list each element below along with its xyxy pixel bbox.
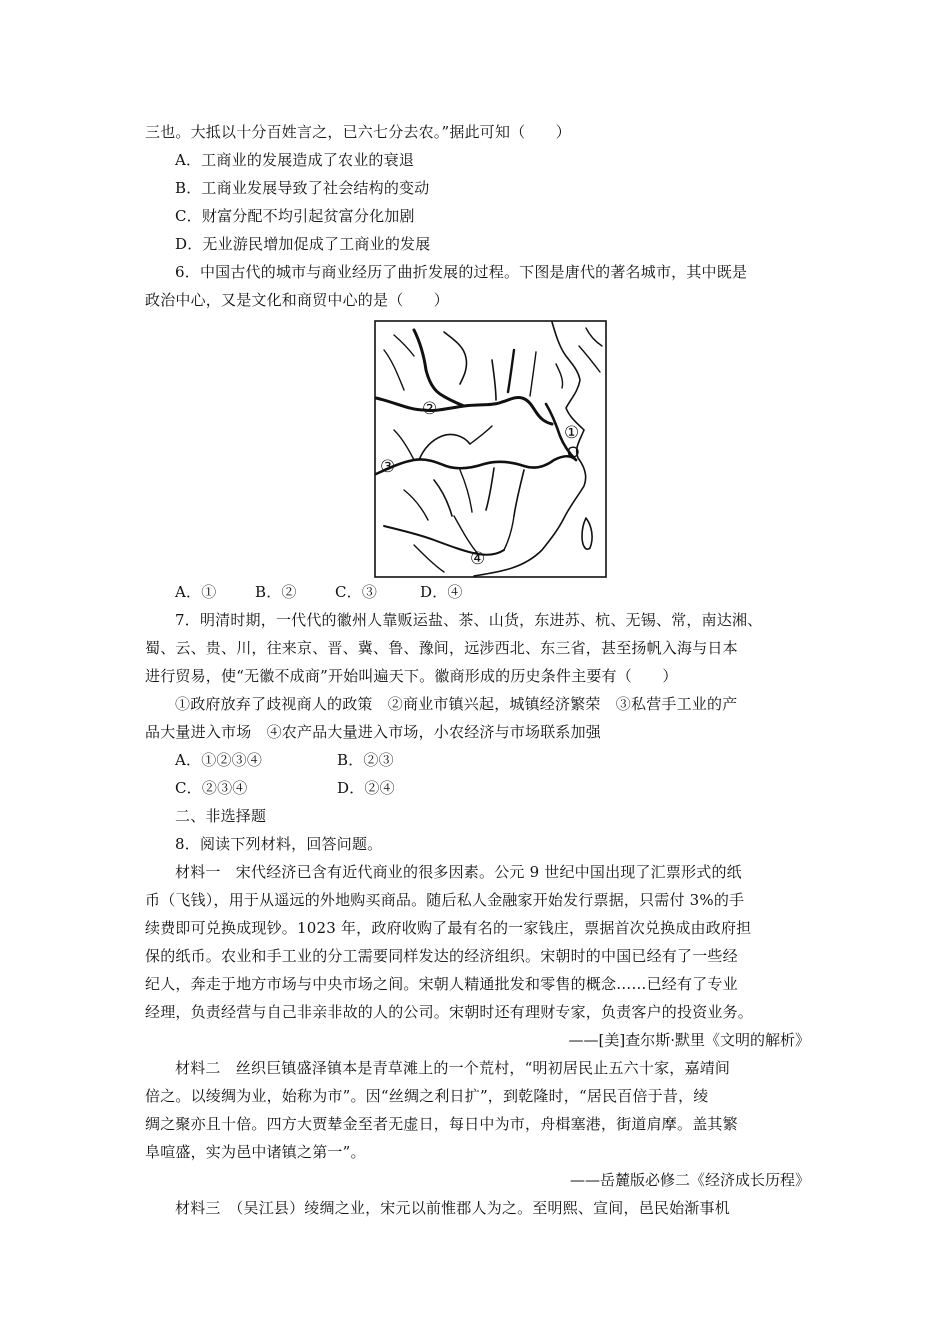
q6-options bbox=[175, 582, 463, 602]
q5-option-b[interactable]: B．工商业发展导致了社会结构的变动 bbox=[175, 179, 430, 197]
q7-options-row1 bbox=[175, 750, 394, 770]
map-marker-1: ① bbox=[564, 423, 580, 443]
tang-city-map bbox=[374, 320, 607, 578]
q7-stem-line2: 蜀、云、贵、川，往来京、晋、冀、鲁、豫间，远涉西北、东三省，甚至扬帆入海与日本 bbox=[145, 639, 738, 657]
map-marker-3: ③ bbox=[380, 457, 396, 477]
map-marker-4: ④ bbox=[470, 549, 486, 569]
q6-option-d[interactable]: D．④ bbox=[420, 583, 463, 601]
q8-m1-source: ——[美]查尔斯·默里《文明的解析》 bbox=[568, 1031, 810, 1049]
map-frame bbox=[375, 321, 606, 577]
q7-stem-line1: 7．明清时期，一代代的徽州人靠贩运盐、茶、山货，东进苏、杭、无锡、常，南达湘、 bbox=[175, 611, 763, 629]
q7-options-row2 bbox=[175, 778, 395, 798]
q8-m1-line6: 经理，负责经营与自己非亲非故的人的公司。宋朝时还有理财专家，负责客户的投资业务。 bbox=[145, 1003, 754, 1021]
q8-stem: 8．阅读下列材料，回答问题。 bbox=[175, 835, 383, 853]
q5-option-d[interactable]: D．无业游民增加促成了工商业的发展 bbox=[175, 235, 431, 253]
q8-m2-source: ——岳麓版必修二《经济成长历程》 bbox=[569, 1171, 810, 1189]
q5-option-c[interactable]: C．财富分配不均引起贫富分化加剧 bbox=[175, 207, 415, 225]
map-marker-2: ② bbox=[422, 399, 438, 419]
q7-items-line2: 品大量进入市场 ④农产品大量进入市场，小农经济与市场联系加强 bbox=[145, 723, 602, 741]
q8-m1-line3: 续费即可兑换成现钞。1023 年，政府收购了最有名的一家钱庄，票据首次兑换成由政府担 bbox=[145, 919, 752, 937]
q8-m1-line5: 纪人，奔走于地方市场与中央市场之间。宋朝人精通批发和零售的概念……已经有了专业 bbox=[145, 975, 738, 993]
q6-option-c[interactable]: C．③ bbox=[335, 583, 378, 601]
q8-m1-line2: 币（飞钱），用于从遥远的外地购买商品。随后私人金融家开始发行票据，只需付 3%的手 bbox=[145, 891, 745, 909]
q7-option-d[interactable]: D．②④ bbox=[337, 779, 395, 797]
q7-stem-line3: 进行贸易，使“无徽不成商”开始叫遍天下。徽商形成的历史条件主要有（ ） bbox=[145, 667, 678, 685]
q8-m1-line4: 保的纸币。农业和手工业的分工需要同样发达的经济组织。宋朝时的中国已经有了一些经 bbox=[145, 947, 738, 965]
q5-option-a[interactable]: A．工商业的发展造成了农业的衰退 bbox=[175, 151, 415, 169]
q8-m2-line4: 阜喧盛，实为邑中诸镇之第一”。 bbox=[145, 1143, 366, 1161]
section-heading: 二、非选择题 bbox=[175, 807, 267, 825]
q8-m1-line1: 材料一 宋代经济已含有近代商业的很多因素。公元 9 世纪中国出现了汇票形式的纸 bbox=[175, 863, 742, 881]
q7-items-line1: ①政府放弃了歧视商人的政策 ②商业市镇兴起，城镇经济繁荣 ③私营手工业的产 bbox=[175, 695, 738, 713]
q8-m2-line1: 材料二 丝织巨镇盛泽镇本是青草滩上的一个荒村，“明初居民止五六十家，嘉靖间 bbox=[175, 1059, 731, 1077]
q5-stem-tail: 三也。大抵以十分百姓言之，已六七分去农。”据此可知（ ） bbox=[145, 123, 571, 141]
q6-option-a[interactable]: A．① bbox=[175, 583, 217, 601]
q6-option-b[interactable]: B．② bbox=[255, 583, 297, 601]
q8-m2-line2: 倍之。以绫绸为业，始称为市”。因“丝绸之利日扩”，到乾隆时，“居民百倍于昔，绫 bbox=[145, 1087, 709, 1105]
q8-m3-line1: 材料三 （吴江县）绫绸之业，宋元以前惟郡人为之。至明熙、宣间，邑民始渐事机 bbox=[175, 1199, 730, 1217]
q8-m2-line3: 绸之聚亦且十倍。四方大贾辇金至者无虚日，每日中为市，舟楫塞港，街道肩摩。盖其繁 bbox=[145, 1115, 738, 1133]
q7-option-a[interactable]: A．①②③④ bbox=[175, 751, 263, 769]
q7-option-b[interactable]: B．②③ bbox=[337, 751, 394, 769]
q6-stem-line2: 政治中心，又是文化和商贸中心的是（ ） bbox=[145, 291, 450, 309]
q6-stem-line1: 6．中国古代的城市与商业经历了曲折发展的过程。下图是唐代的著名城市，其中既是 bbox=[175, 263, 748, 281]
q7-option-c[interactable]: C．②③④ bbox=[175, 779, 248, 797]
